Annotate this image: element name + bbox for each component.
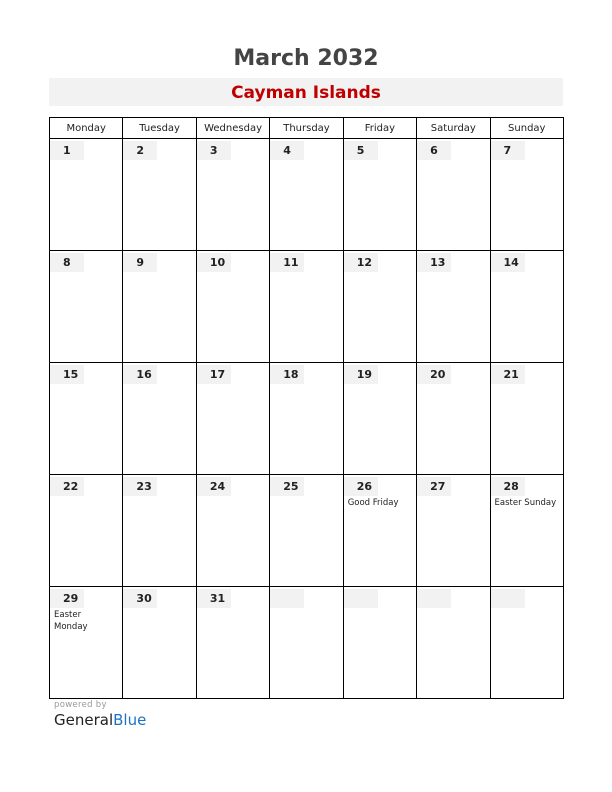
day-cell [123, 251, 196, 363]
day-cell [343, 139, 416, 251]
day-number: 5 [344, 141, 378, 160]
day-number: 26 [344, 477, 378, 496]
weekday-sunday: Sunday [490, 118, 563, 139]
day-cell [270, 587, 343, 699]
day-number: 13 [417, 253, 451, 272]
day-cell [50, 475, 123, 587]
day-number [270, 589, 304, 608]
day-number: 16 [123, 365, 157, 384]
day-cell [123, 587, 196, 699]
day-number: 11 [270, 253, 304, 272]
week-row [50, 139, 564, 251]
week-row [50, 363, 564, 475]
day-cell [123, 475, 196, 587]
day-number: 2 [123, 141, 157, 160]
day-number: 28 [491, 477, 525, 496]
day-cell [50, 363, 123, 475]
calendar-title: March 2032 [233, 46, 379, 71]
country-banner [49, 78, 563, 106]
day-cell [270, 475, 343, 587]
weekday-tuesday: Tuesday [123, 118, 196, 139]
weekday-thursday: Thursday [270, 118, 343, 139]
brand-blue: Blue [113, 711, 147, 729]
day-number [344, 589, 378, 608]
day-cell [490, 251, 563, 363]
powered-by-text: powered by [54, 700, 107, 710]
day-number: 14 [491, 253, 525, 272]
day-cell [417, 251, 490, 363]
holiday-label: Easter Sunday [494, 498, 557, 508]
day-number: 3 [197, 141, 231, 160]
day-number: 7 [491, 141, 525, 160]
day-cell [270, 363, 343, 475]
day-number: 8 [50, 253, 84, 272]
day-cell [417, 139, 490, 251]
weekday-friday: Friday [343, 118, 416, 139]
brand-general: General [54, 711, 114, 729]
day-cell [196, 475, 269, 587]
day-number: 30 [123, 589, 157, 608]
day-number: 27 [417, 477, 451, 496]
day-number: 10 [197, 253, 231, 272]
day-number: 12 [344, 253, 378, 272]
day-number: 1 [50, 141, 84, 160]
day-number: 31 [197, 589, 231, 608]
day-cell [343, 587, 416, 699]
day-cell [417, 475, 490, 587]
day-cell [490, 363, 563, 475]
day-cell [490, 139, 563, 251]
day-cell [50, 251, 123, 363]
day-cell [343, 251, 416, 363]
day-number: 17 [197, 365, 231, 384]
day-number: 15 [50, 365, 84, 384]
day-cell [270, 139, 343, 251]
day-number: 19 [344, 365, 378, 384]
weekday-monday: Monday [50, 118, 123, 139]
day-number: 6 [417, 141, 451, 160]
day-cell [417, 363, 490, 475]
day-number: 18 [270, 365, 304, 384]
day-cell [490, 475, 563, 587]
day-number: 25 [270, 477, 304, 496]
week-row [50, 251, 564, 363]
day-cell [343, 363, 416, 475]
day-cell [123, 363, 196, 475]
weekday-wednesday: Wednesday [196, 118, 269, 139]
day-cell [196, 139, 269, 251]
calendar-grid [49, 117, 564, 699]
week-row [50, 587, 564, 699]
day-number: 20 [417, 365, 451, 384]
week-row [50, 475, 564, 587]
day-number [491, 589, 525, 608]
day-cell [343, 475, 416, 587]
day-cell [270, 251, 343, 363]
day-number [417, 589, 451, 608]
day-cell [123, 139, 196, 251]
day-cell [417, 587, 490, 699]
holiday-label: Good Friday [347, 498, 399, 508]
day-cell [50, 587, 123, 699]
holiday-label: Easter Monday [54, 610, 88, 632]
day-cell [196, 251, 269, 363]
day-cell [490, 587, 563, 699]
day-number: 23 [123, 477, 157, 496]
day-cell [196, 363, 269, 475]
day-cell [196, 587, 269, 699]
day-number: 22 [50, 477, 84, 496]
day-number: 24 [197, 477, 231, 496]
day-number: 21 [491, 365, 525, 384]
brand-logo [54, 711, 146, 729]
day-cell [50, 139, 123, 251]
weekday-header-row [50, 118, 564, 139]
day-number: 4 [270, 141, 304, 160]
weekday-saturday: Saturday [417, 118, 490, 139]
footer [54, 700, 146, 729]
day-number: 9 [123, 253, 157, 272]
day-number: 29 [50, 589, 84, 608]
country-name: Cayman Islands [231, 83, 381, 103]
